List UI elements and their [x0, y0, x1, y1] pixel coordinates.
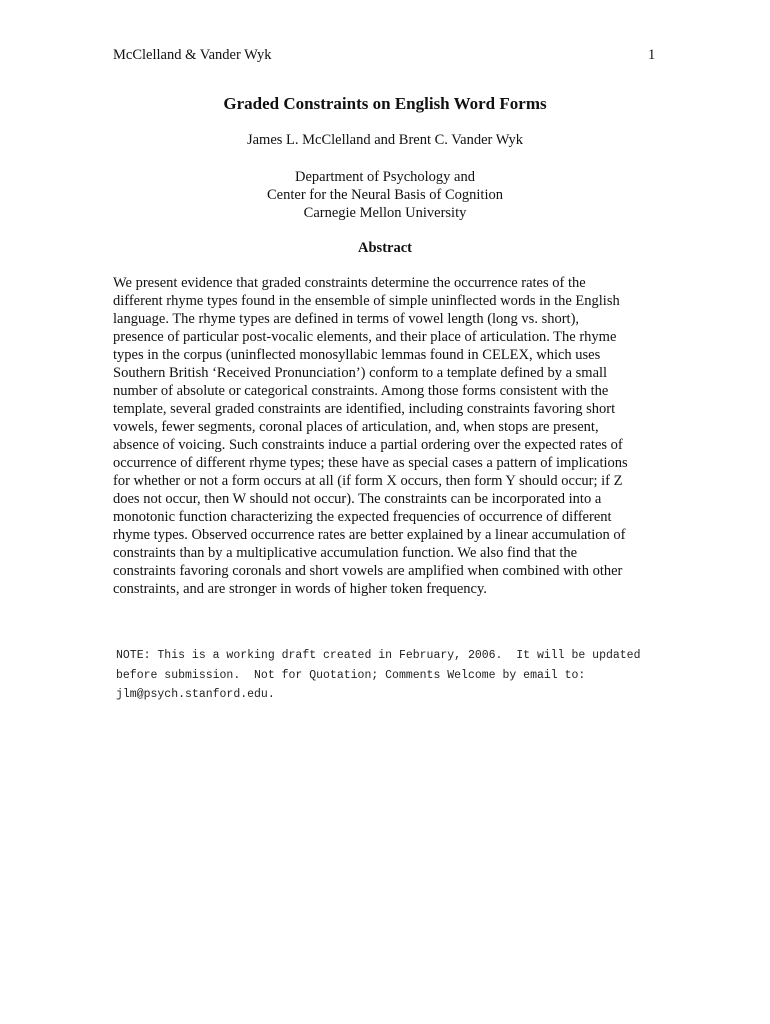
abstract-line: for whether or not a form occurs at all (if form X occurs, then form Y should occur; if Z [113, 473, 623, 489]
abstract-line: does not occur, then W should not occur). The constraints can be incorporated into a [113, 491, 602, 507]
page-number: 1 [648, 47, 656, 63]
abstract-line: template, several graded constraints are identified, including constraints favoring short [113, 401, 616, 417]
abstract-line: monotonic function characterizing the expected frequencies of occurrence of different [113, 509, 612, 525]
abstract-line: constraints favoring coronals and short vowels are amplified when combined with other [113, 563, 623, 579]
note-line: jlm@psych.stanford.edu. [116, 688, 275, 701]
abstract-line: constraints than by a multiplicative accumulation function. We also find that the [113, 545, 578, 561]
affiliation-line: Carnegie Mellon University [303, 205, 467, 221]
affiliation-line: Center for the Neural Basis of Cognition [267, 187, 503, 203]
author-list: James L. McClelland and Brent C. Vander Wyk [246, 132, 524, 148]
abstract-line: constraints, and are stronger in words of higher token frequency. [113, 581, 487, 597]
abstract-line: types in the corpus (uninflected monosyllabic lemmas found in CELEX, which uses [113, 347, 601, 363]
abstract-body [113, 274, 673, 598]
abstract-line: language. The rhyme types are defined in terms of vowel length (long vs. short), [113, 311, 580, 327]
abstract-line: absence of voicing. Such constraints induce a partial ordering over the expected rates of [113, 437, 623, 453]
draft-note [116, 646, 641, 705]
affiliation-block [0, 168, 770, 222]
running-head: McClelland & Vander Wyk [113, 47, 272, 63]
abstract-line: presence of particular post-vocalic elements, and their place of articulation. The rhyme [113, 329, 617, 345]
abstract-line: number of absolute or categorical constraints. Among those forms consistent with the [113, 383, 609, 399]
abstract-line: Southern British ‘Received Pronunciation’) conform to a template defined by a small [113, 365, 608, 381]
abstract-line: vowels, fewer segments, coronal places of articulation, and, when stops are present, [113, 419, 599, 435]
abstract-line: We present evidence that graded constraints determine the occurrence rates of the [113, 275, 586, 291]
affiliation-line: Department of Psychology and [294, 169, 475, 185]
note-line: before submission. Not for Quotation; Comments Welcome by email to: [116, 668, 586, 682]
abstract-line: occurrence of different rhyme types; these have as special cases a pattern of implications [113, 455, 628, 471]
paper-title: Graded Constraints on English Word Forms [223, 94, 547, 113]
note-line: NOTE: This is a working draft created in February, 2006. It will be updated [116, 649, 641, 662]
abstract-heading: Abstract [358, 240, 412, 256]
abstract-line: rhyme types. Observed occurrence rates are better explained by a linear accumulation of [113, 527, 626, 543]
abstract-line: different rhyme types found in the ensemble of simple uninflected words in the English [113, 293, 620, 309]
